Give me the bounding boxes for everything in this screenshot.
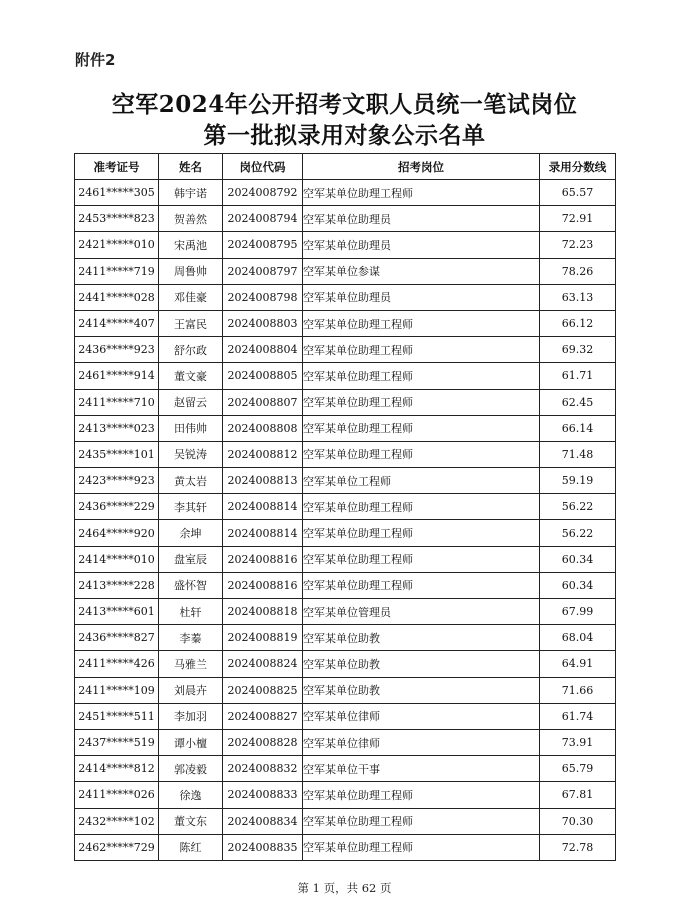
- table-row: [75, 703, 616, 729]
- cell-exam-id: 2414*****812: [75, 756, 159, 782]
- cell-name: 田伟帅: [159, 415, 223, 441]
- table-row: [75, 782, 616, 808]
- candidate-table: [74, 153, 616, 861]
- cell-score: 71.66: [540, 677, 616, 703]
- cell-name: 邓佳豪: [159, 284, 223, 310]
- cell-exam-id: 2461*****914: [75, 363, 159, 389]
- cell-exam-id: 2423*****923: [75, 468, 159, 494]
- col-header-exam-id: 准考证号: [75, 154, 159, 180]
- cell-name: 舒尔政: [159, 337, 223, 363]
- cell-exam-id: 2451*****511: [75, 703, 159, 729]
- cell-score: 66.14: [540, 415, 616, 441]
- table-row: [75, 677, 616, 703]
- col-header-name: 姓名: [159, 154, 223, 180]
- cell-score: 71.48: [540, 441, 616, 467]
- table-row: [75, 625, 616, 651]
- document-title: 空军2024年公开招考文职人员统一笔试岗位: [111, 91, 578, 118]
- cell-post-code: 2024008824: [223, 651, 303, 677]
- cell-score: 64.91: [540, 651, 616, 677]
- cell-exam-id: 2411*****026: [75, 782, 159, 808]
- cell-exam-id: 2421*****010: [75, 232, 159, 258]
- cell-post-code: 2024008797: [223, 258, 303, 284]
- table-row: [75, 206, 616, 232]
- cell-post: 空军某单位助理工程师: [303, 834, 540, 860]
- cell-post: 空军某单位助理工程师: [303, 494, 540, 520]
- cell-name: 李其轩: [159, 494, 223, 520]
- document-subtitle: 第一批拟录用对象公示名单: [203, 122, 486, 149]
- cell-score: 69.32: [540, 337, 616, 363]
- cell-name: 董文东: [159, 808, 223, 834]
- cell-name: 盛怀智: [159, 572, 223, 598]
- cell-post-code: 2024008807: [223, 389, 303, 415]
- cell-post: 空军某单位助教: [303, 677, 540, 703]
- cell-exam-id: 2436*****923: [75, 337, 159, 363]
- cell-post: 空军某单位助理工程师: [303, 546, 540, 572]
- attachment-label: 附件2: [75, 51, 116, 69]
- col-header-score: 录用分数线: [540, 154, 616, 180]
- page-footer: 第 1 页，共 62 页: [297, 881, 392, 895]
- cell-post-code: 2024008795: [223, 232, 303, 258]
- cell-exam-id: 2413*****023: [75, 415, 159, 441]
- cell-score: 60.34: [540, 572, 616, 598]
- cell-post: 空军某单位助理员: [303, 284, 540, 310]
- cell-score: 65.79: [540, 756, 616, 782]
- table-row: [75, 415, 616, 441]
- cell-post-code: 2024008834: [223, 808, 303, 834]
- cell-score: 72.23: [540, 232, 616, 258]
- cell-post-code: 2024008825: [223, 677, 303, 703]
- cell-post-code: 2024008833: [223, 782, 303, 808]
- cell-score: 56.22: [540, 520, 616, 546]
- cell-score: 72.78: [540, 834, 616, 860]
- cell-exam-id: 2413*****228: [75, 572, 159, 598]
- cell-score: 73.91: [540, 729, 616, 755]
- cell-post: 空军某单位助教: [303, 651, 540, 677]
- cell-score: 66.12: [540, 310, 616, 336]
- cell-name: 李加羽: [159, 703, 223, 729]
- table-row: [75, 441, 616, 467]
- cell-exam-id: 2411*****719: [75, 258, 159, 284]
- table-row: [75, 310, 616, 336]
- cell-exam-id: 2462*****729: [75, 834, 159, 860]
- table-row: [75, 651, 616, 677]
- cell-score: 65.57: [540, 180, 616, 206]
- cell-post: 空军某单位助理员: [303, 206, 540, 232]
- cell-exam-id: 2414*****407: [75, 310, 159, 336]
- cell-score: 56.22: [540, 494, 616, 520]
- cell-post-code: 2024008805: [223, 363, 303, 389]
- table-row: [75, 546, 616, 572]
- col-header-post: 招考岗位: [303, 154, 540, 180]
- cell-score: 72.91: [540, 206, 616, 232]
- cell-post-code: 2024008814: [223, 494, 303, 520]
- cell-name: 宋禹池: [159, 232, 223, 258]
- cell-post: 空军某单位助理工程师: [303, 415, 540, 441]
- cell-post-code: 2024008803: [223, 310, 303, 336]
- cell-exam-id: 2436*****229: [75, 494, 159, 520]
- table-row: [75, 468, 616, 494]
- cell-score: 67.81: [540, 782, 616, 808]
- cell-name: 黄太岩: [159, 468, 223, 494]
- cell-post: 空军某单位助教: [303, 625, 540, 651]
- cell-post: 空军某单位助理员: [303, 232, 540, 258]
- cell-score: 61.71: [540, 363, 616, 389]
- cell-score: 70.30: [540, 808, 616, 834]
- cell-post-code: 2024008804: [223, 337, 303, 363]
- cell-post: 空军某单位助理工程师: [303, 337, 540, 363]
- table-row: [75, 756, 616, 782]
- cell-name: 郭凌毅: [159, 756, 223, 782]
- table-row: [75, 729, 616, 755]
- cell-exam-id: 2411*****109: [75, 677, 159, 703]
- table-row: [75, 520, 616, 546]
- cell-name: 韩宇诺: [159, 180, 223, 206]
- cell-post-code: 2024008816: [223, 546, 303, 572]
- cell-post: 空军某单位律师: [303, 729, 540, 755]
- table-row: [75, 180, 616, 206]
- cell-post-code: 2024008812: [223, 441, 303, 467]
- cell-score: 62.45: [540, 389, 616, 415]
- cell-exam-id: 2432*****102: [75, 808, 159, 834]
- cell-post-code: 2024008818: [223, 599, 303, 625]
- cell-exam-id: 2411*****426: [75, 651, 159, 677]
- cell-post: 空军某单位助理工程师: [303, 441, 540, 467]
- cell-name: 徐逸: [159, 782, 223, 808]
- cell-score: 67.99: [540, 599, 616, 625]
- cell-name: 余坤: [159, 520, 223, 546]
- table-row: [75, 258, 616, 284]
- cell-name: 董文豪: [159, 363, 223, 389]
- cell-name: 周鲁帅: [159, 258, 223, 284]
- cell-score: 63.13: [540, 284, 616, 310]
- table-row: [75, 337, 616, 363]
- cell-name: 杜轩: [159, 599, 223, 625]
- cell-post: 空军某单位助理工程师: [303, 389, 540, 415]
- cell-exam-id: 2413*****601: [75, 599, 159, 625]
- cell-name: 刘晨卉: [159, 677, 223, 703]
- cell-name: 盘室辰: [159, 546, 223, 572]
- cell-post-code: 2024008792: [223, 180, 303, 206]
- cell-post: 空军某单位助理工程师: [303, 363, 540, 389]
- table-row: [75, 572, 616, 598]
- cell-post-code: 2024008794: [223, 206, 303, 232]
- cell-exam-id: 2461*****305: [75, 180, 159, 206]
- cell-post: 空军某单位助理工程师: [303, 782, 540, 808]
- cell-name: 王富民: [159, 310, 223, 336]
- table-row: [75, 232, 616, 258]
- cell-post-code: 2024008832: [223, 756, 303, 782]
- cell-post-code: 2024008814: [223, 520, 303, 546]
- cell-exam-id: 2453*****823: [75, 206, 159, 232]
- cell-exam-id: 2435*****101: [75, 441, 159, 467]
- cell-name: 赵留云: [159, 389, 223, 415]
- cell-post: 空军某单位工程师: [303, 468, 540, 494]
- table-row: [75, 494, 616, 520]
- cell-post: 空军某单位助理工程师: [303, 808, 540, 834]
- cell-post-code: 2024008819: [223, 625, 303, 651]
- cell-exam-id: 2414*****010: [75, 546, 159, 572]
- cell-name: 陈红: [159, 834, 223, 860]
- cell-post: 空军某单位管理员: [303, 599, 540, 625]
- cell-post: 空军某单位助理工程师: [303, 572, 540, 598]
- cell-post-code: 2024008827: [223, 703, 303, 729]
- cell-score: 68.04: [540, 625, 616, 651]
- cell-name: 李蓁: [159, 625, 223, 651]
- table-row: [75, 363, 616, 389]
- col-header-post-code: 岗位代码: [223, 154, 303, 180]
- cell-score: 78.26: [540, 258, 616, 284]
- cell-post: 空军某单位助理工程师: [303, 310, 540, 336]
- cell-score: 59.19: [540, 468, 616, 494]
- cell-post: 空军某单位参谋: [303, 258, 540, 284]
- cell-post: 空军某单位助理工程师: [303, 180, 540, 206]
- table-row: [75, 284, 616, 310]
- cell-name: 谭小檀: [159, 729, 223, 755]
- cell-exam-id: 2441*****028: [75, 284, 159, 310]
- cell-post-code: 2024008798: [223, 284, 303, 310]
- cell-exam-id: 2437*****519: [75, 729, 159, 755]
- cell-exam-id: 2411*****710: [75, 389, 159, 415]
- table-row: [75, 808, 616, 834]
- cell-post-code: 2024008828: [223, 729, 303, 755]
- cell-score: 61.74: [540, 703, 616, 729]
- table-header-row: [75, 154, 616, 180]
- table-row: [75, 389, 616, 415]
- cell-post: 空军某单位律师: [303, 703, 540, 729]
- cell-post: 空军某单位干事: [303, 756, 540, 782]
- cell-exam-id: 2436*****827: [75, 625, 159, 651]
- cell-post: 空军某单位助理工程师: [303, 520, 540, 546]
- cell-post-code: 2024008816: [223, 572, 303, 598]
- cell-score: 60.34: [540, 546, 616, 572]
- cell-name: 吴锐涛: [159, 441, 223, 467]
- cell-post-code: 2024008835: [223, 834, 303, 860]
- cell-post-code: 2024008808: [223, 415, 303, 441]
- table-row: [75, 834, 616, 860]
- cell-name: 贺善然: [159, 206, 223, 232]
- cell-exam-id: 2464*****920: [75, 520, 159, 546]
- table-row: [75, 599, 616, 625]
- cell-name: 马雅兰: [159, 651, 223, 677]
- cell-post-code: 2024008813: [223, 468, 303, 494]
